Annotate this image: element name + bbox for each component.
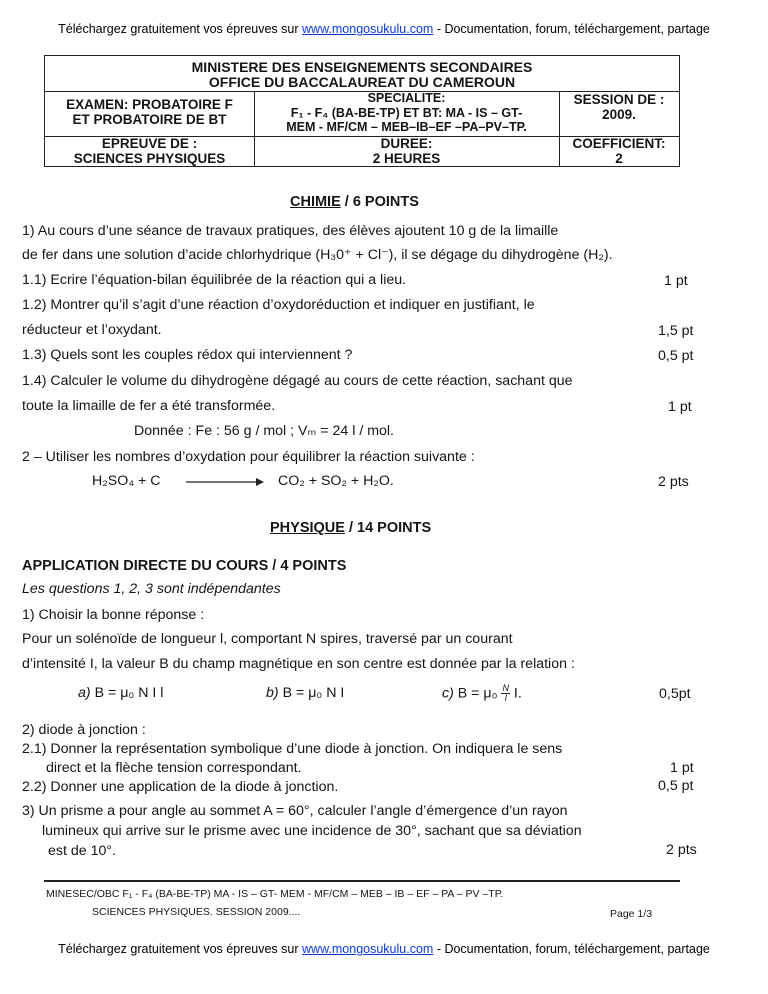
physique-q3-pts: 2 pts [666, 842, 697, 858]
duree-cell [254, 137, 559, 166]
option-c-fraction [501, 684, 510, 703]
session-label: SESSION DE : [573, 92, 665, 107]
option-a [78, 684, 163, 702]
session-cell [559, 93, 679, 122]
bottom-banner-link[interactable]: www.mongosukulu.com [302, 942, 434, 956]
fraction-denominator: l [504, 693, 507, 703]
chimie-q12-line2: réducteur et l’oxydant. [22, 322, 162, 338]
exam-line1: EXAMEN: PROBATOIRE F [66, 97, 233, 112]
ministry-title: MINISTERE DES ENSEIGNEMENTS SECONDAIRES [191, 59, 533, 75]
chimie-q12-pts: 1,5 pt [658, 323, 694, 339]
specialite-cell [254, 91, 559, 135]
reaction-right: CO₂ + SO₂ + H₂O. [278, 473, 394, 489]
coefficient-value: 2 [615, 150, 623, 166]
chimie-title: CHIMIE [290, 194, 341, 210]
physique-q3-line2: lumineux qui arrive sur le prisme avec une incidence de 30°, sachant que sa déviation [42, 823, 582, 839]
physique-q21-line2: direct et la flèche tension correspondant. [46, 760, 302, 776]
option-c-formula-pre: B = μ₀ [457, 685, 498, 702]
specialite-line1: F₁ - F₄ (BA-BE-TP) ET BT: MA - IS – GT- [290, 105, 523, 120]
footer-line2: SCIENCES PHYSIQUES. SESSION 2009.... [92, 906, 301, 918]
exam-cell [45, 98, 254, 127]
chimie-q11: 1.1) Ecrire l’équation-bilan équilibrée de la réaction qui a lieu. [22, 272, 407, 288]
chimie-q14-pts: 1 pt [668, 399, 692, 415]
physique-points: / 14 POINTS [348, 520, 432, 536]
exam-header-table [44, 55, 680, 167]
chimie-q14-line2: toute la limaille de fer a été transformée. [22, 398, 276, 414]
epreuve-label: EPREUVE DE : [101, 136, 198, 151]
duree-value: 2 HEURES [372, 150, 441, 166]
specialite-line2: MEM - MF/CM – MEB–IB–EF –PA–PV–TP. [286, 120, 527, 134]
option-b [266, 684, 344, 702]
duree-label: DUREE: [380, 136, 433, 151]
chimie-q1-line1: 1) Au cours d’une séance de travaux pratiques, des élèves ajoutent 10 g de la limaille [22, 223, 559, 239]
chimie-q14-line1: 1.4) Calculer le volume du dihydrogène dégagé au cours de cette réaction, sachant que [22, 373, 573, 389]
option-a-formula: B = μ₀ N I l [94, 685, 164, 701]
specialite-label: SPECIALITE: [367, 91, 446, 105]
chimie-q11-pts: 1 pt [664, 273, 688, 289]
office-title: OFFICE DU BACCALAUREAT DU CAMEROUN [208, 74, 516, 90]
physique-q21-pts: 1 pt [670, 760, 694, 776]
option-a-label: a) [78, 685, 91, 701]
physique-heading [270, 519, 431, 537]
fraction-numerator: N [502, 683, 509, 693]
coefficient-label: COEFFICIENT: [572, 136, 666, 151]
physique-q3-line3: est de 10°. [48, 843, 116, 859]
chimie-q13: 1.3) Quels sont les couples rédox qui interviennent ? [22, 347, 353, 363]
option-b-label: b) [266, 685, 279, 701]
bottom-banner-prefix: Téléchargez gratuitement vos épreuves sur [58, 942, 299, 956]
chimie-q12-line1: 1.2) Montrer qu’il s’agit d’une réaction d’oxydoréduction et indiquer en justifiant, le [22, 297, 535, 313]
session-value: 2009. [602, 106, 636, 122]
reaction-arrow [186, 476, 264, 488]
epreuve-value: SCIENCES PHYSIQUES [73, 150, 226, 166]
option-b-formula: B = μ₀ N I [282, 685, 345, 701]
application-title: APPLICATION DIRECTE DU COURS / 4 POINTS [22, 558, 347, 574]
chimie-q2-pts: 2 pts [658, 474, 689, 490]
bottom-banner [0, 942, 768, 956]
physique-title: PHYSIQUE [270, 520, 345, 536]
reaction-left: H₂SO₄ + C [92, 473, 161, 489]
physique-q22: 2.2) Donner une application de la diode à jonction. [22, 779, 339, 795]
footer-line1: MINESEC/OBC F₁ - F₄ (BA-BE-TP) MA - IS – GT- MEM - MF/CM – MEB – IB – EF – PA – PV –TP. [46, 888, 504, 900]
physique-q21-line1: 2.1) Donner la représentation symbolique d’une diode à jonction. On indiquera le sens [22, 741, 563, 757]
option-c-label: c) [442, 685, 454, 702]
banner-prefix: Téléchargez gratuitement vos épreuves sur [58, 22, 299, 36]
banner-link[interactable]: www.mongosukulu.com [302, 22, 434, 36]
chimie-q1-line2: de fer dans une solution d’acide chlorhydrique (H₃0⁺ + Cl⁻), il se dégage du dihydrogène (H₂). [22, 247, 613, 263]
page-number: Page 1/3 [610, 908, 653, 920]
coefficient-cell [559, 137, 679, 166]
physique-q1: 1) Choisir la bonne réponse : [22, 607, 205, 623]
chimie-q2: 2 – Utiliser les nombres d’oxydation pour équilibrer la réaction suivante : [22, 449, 475, 465]
epreuve-cell [45, 137, 254, 166]
bottom-banner-suffix: - Documentation, forum, téléchargement, partage [436, 942, 710, 956]
exam-line2: ET PROBATOIRE DE BT [72, 111, 227, 127]
top-banner [0, 22, 768, 36]
independent-note: Les questions 1, 2, 3 sont indépendantes [22, 581, 281, 597]
physique-q2: 2) diode à jonction : [22, 722, 146, 738]
chimie-q13-pts: 0,5 pt [658, 348, 694, 364]
physique-q1-line2: d’intensité I, la valeur B du champ magnétique en son centre est donnée par la relation : [22, 656, 575, 672]
banner-suffix: - Documentation, forum, téléchargement, partage [436, 22, 710, 36]
physique-q1-pts: 0,5pt [659, 686, 691, 702]
option-c-formula-post: I. [513, 685, 522, 702]
physique-q1-line1: Pour un solénoïde de longueur l, comportant N spires, traversé par un courant [22, 631, 513, 647]
chimie-heading [290, 193, 419, 211]
physique-q22-pts: 0,5 pt [658, 778, 694, 794]
footer-divider [44, 880, 680, 882]
chimie-points: / 6 POINTS [344, 194, 419, 210]
physique-q3-line1: 3) Un prisme a pour angle au sommet A = 60°, calculer l’angle d’émergence d’un rayon [22, 803, 568, 819]
option-c [442, 684, 522, 703]
chimie-donnee: Donnée : Fe : 56 g / mol ; Vₘ = 24 l / mol. [134, 423, 395, 439]
